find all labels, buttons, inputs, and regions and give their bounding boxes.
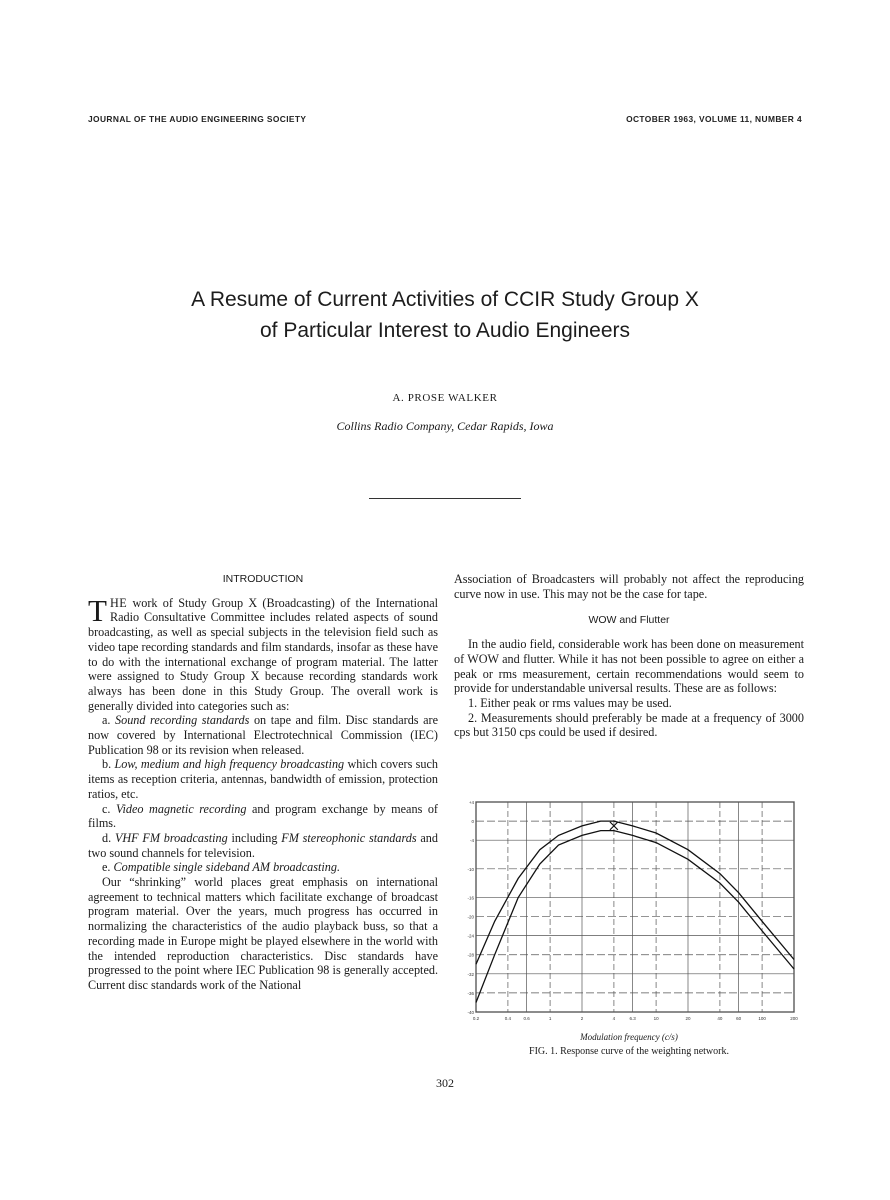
list-text-c: and program exchange by means of films. [88, 801, 438, 831]
list-prefix-b: b. [102, 757, 115, 772]
x-tick-label: 0.4 [504, 1016, 512, 1021]
list-prefix-d: d. [102, 830, 115, 845]
y-tick-label: -28 [467, 952, 474, 958]
author-name: A. PROSE WALKER [392, 392, 498, 404]
list-item-e [88, 860, 438, 875]
list-term-a: Sound recording standards [115, 713, 250, 728]
x-tick-label: 1 [548, 1016, 552, 1021]
x-tick-label: 200 [790, 1016, 798, 1021]
y-tick-label: 0 [471, 819, 474, 825]
list-prefix-c: c. [102, 801, 116, 816]
x-tick-label: 2 [580, 1016, 584, 1021]
chart-curves [476, 821, 794, 1002]
intro-text: work of Study Group X (Broadcasting) of the International Radio Consultative Committee includes related aspects of sound broadcasting, as well as special subjects in the television field such as video tape recording standards and film standards, insofar as these have to do with the international exchange of program material. The latter were assigned to Study Group X because recording standards work always has been done in this Study Group. The overall work is generally divided into categories such as: [88, 595, 438, 713]
x-tick-label: 60 [736, 1016, 742, 1021]
title-divider [369, 498, 521, 499]
author-affiliation: Collins Radio Company, Cedar Rapids, Iowa [336, 419, 554, 433]
figure-response-curve [464, 800, 804, 1030]
x-tick-label: 0.2 [472, 1016, 480, 1021]
section-heading-wow-flutter: WOW and Flutter [588, 614, 670, 627]
wow-item-1: 1. Either peak or rms values may be used. [468, 695, 672, 710]
list-text-b: which covers such items as reception criteria, antennas, bandwidth of emission, protection ratios, etc. [88, 757, 438, 801]
title-line-2: of Particular Interest to Audio Engineers [259, 319, 631, 342]
y-tick-label: -32 [467, 971, 474, 977]
running-head-journal: JOURNAL OF THE AUDIO ENGINEERING SOCIETY [88, 114, 307, 124]
right-column [454, 572, 804, 740]
chart-grid [476, 802, 794, 1012]
section-heading-introduction: INTRODUCTION [222, 573, 304, 585]
figure-x-axis-label: Modulation frequency (c/s) [580, 1032, 678, 1042]
list-prefix-a: a. [102, 713, 116, 728]
y-tick-label: -4 [469, 838, 474, 844]
y-tick-label: -10 [467, 866, 474, 872]
list-term-b: Low, medium and high frequency broadcasting [114, 757, 345, 772]
intro-paragraph [88, 592, 438, 714]
chart-y-ticks [467, 800, 474, 1015]
y-tick-label: -40 [467, 1010, 474, 1015]
list-item-b [88, 757, 438, 801]
list-term-d2: FM stereophonic standards [281, 830, 417, 845]
y-tick-label: -16 [467, 895, 474, 901]
intro-first-word: HE [109, 595, 128, 610]
list-item-c [88, 802, 438, 831]
page-number: 302 [436, 1076, 454, 1090]
x-tick-label: 0.6 [523, 1016, 530, 1021]
intro-closing-paragraph: Our “shrinking” world places great emphasis on international agreement to technical matters which facilitate exchange of broadcast program material. Over the years, much progress has occurred in normalizing the characteristics of the audio playback buss, so that a recording made in Europe might be played elsewhere in the world with the intended reproduction characteristics. Disc standards have progressed to the point where IEC Publication 98 is generally accepted. Current disc standards work of the National [88, 875, 438, 992]
left-column [88, 572, 438, 993]
x-tick-label: 20 [685, 1016, 691, 1021]
drop-cap: T [88, 592, 107, 628]
chart-frame [476, 802, 794, 1012]
figure-caption: FIG. 1. Response curve of the weighting network. [529, 1046, 729, 1057]
wow-paragraph: In the audio field, considerable work has been done on measurement of WOW and flutter. While it has not been possible to agree on either a peak or rms measurement, certain recommendations would seem to provide for understandable universal results. These are as follows: [454, 637, 804, 696]
list-text-a: on tape and film. Disc standards are now covered by International Electrotechnical Commission (IEC) Publication 98 or its revision when released. [88, 713, 438, 757]
x-tick-label: 4 [612, 1016, 616, 1021]
x-tick-label: 40 [717, 1016, 723, 1021]
continued-paragraph: Association of Broadcasters will probably not affect the reproducing curve now in use. This may not be the case for tape. [454, 572, 804, 601]
list-item-a [88, 713, 438, 757]
list-text-d: and two sound channels for television. [88, 830, 438, 860]
spacer [454, 601, 804, 613]
list-item-d [88, 831, 438, 860]
article-title [0, 284, 890, 346]
x-tick-label: 6.3 [629, 1016, 636, 1021]
y-tick-label: +4 [468, 800, 474, 805]
wow-item-2: 2. Measurements should preferably be made at a frequency of 3000 cps but 3150 cps could be used if desired. [454, 710, 804, 740]
response-chart [464, 800, 804, 1030]
chart-x-ticks [473, 1016, 798, 1021]
list-mid-d: including [227, 830, 282, 845]
list-term-e: Compatible single sideband AM broadcasting. [113, 860, 340, 875]
x-tick-label: 100 [758, 1016, 766, 1021]
running-head-issue: OCTOBER 1963, VOLUME 11, NUMBER 4 [626, 114, 802, 124]
title-line-1: A Resume of Current Activities of CCIR Study Group X [191, 288, 699, 311]
list-term-d1: VHF FM broadcasting [114, 830, 228, 845]
y-tick-label: -20 [467, 914, 474, 920]
list-term-c: Video magnetic recording [116, 801, 247, 816]
y-tick-label: -36 [467, 990, 474, 996]
list-prefix-e: e. [102, 860, 114, 875]
y-tick-label: -24 [467, 933, 474, 939]
response-curve-1 [476, 821, 794, 964]
x-tick-label: 10 [653, 1016, 659, 1021]
